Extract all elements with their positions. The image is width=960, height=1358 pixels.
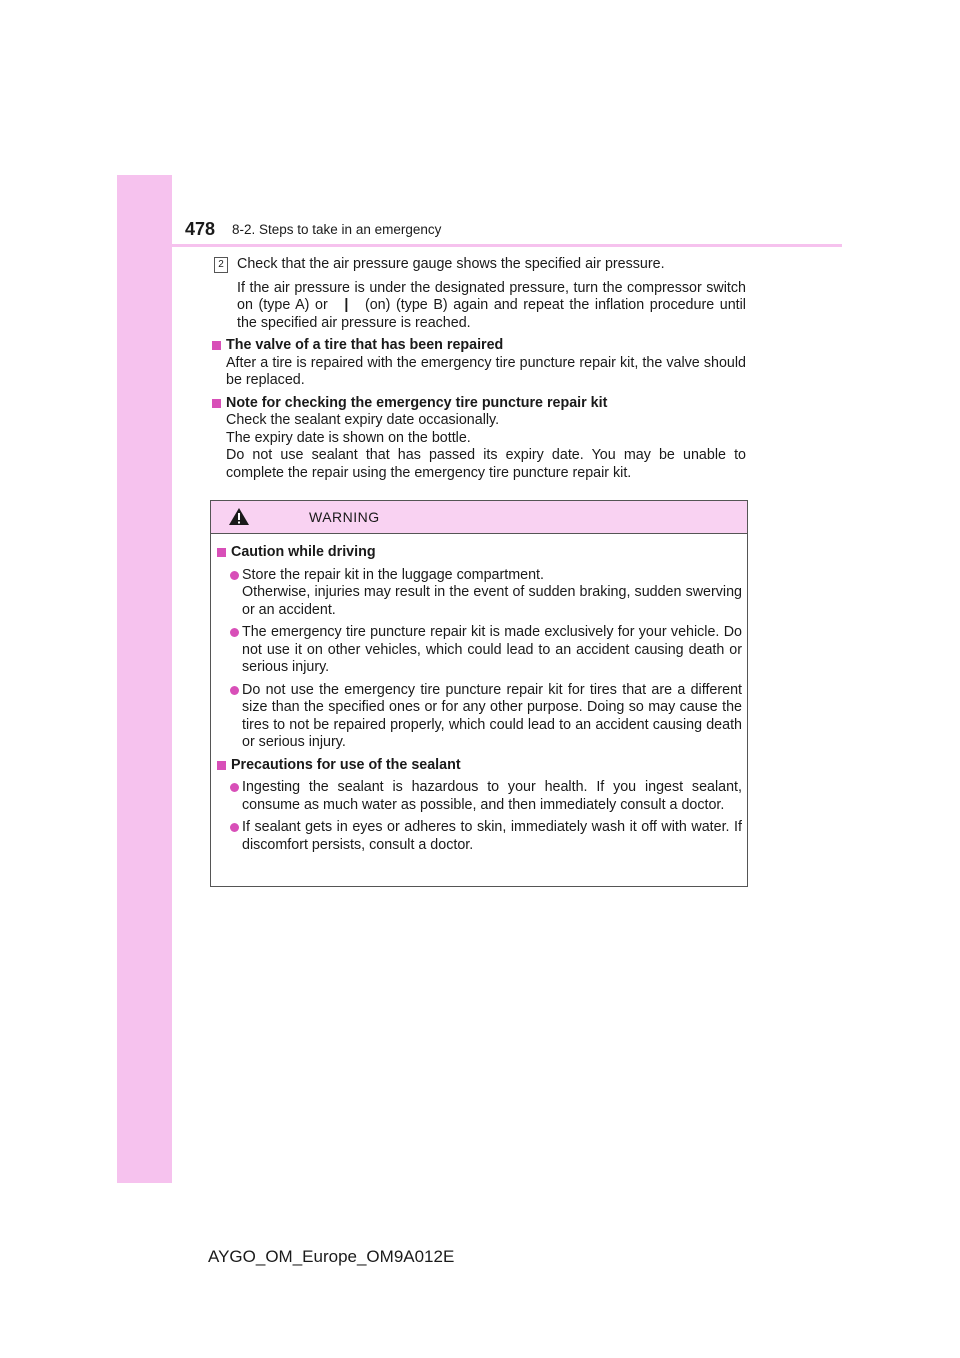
round-bullet-icon <box>230 686 239 695</box>
note-text-valve: After a tire is repaired with the emergency tire puncture repair kit, the valve should be replaced. <box>226 354 746 388</box>
warning-heading-driving <box>216 544 742 562</box>
square-bullet-icon <box>217 761 226 770</box>
warning-bullet <box>216 779 742 814</box>
warning-title: WARNING <box>309 509 380 525</box>
page-number: 478 <box>185 219 216 239</box>
warning-body <box>211 534 747 854</box>
step-2-instruction: Check that the air pressure gauge shows the specified air pressure. <box>237 256 665 272</box>
round-bullet-icon <box>230 823 239 832</box>
side-tab-band <box>117 175 172 1183</box>
on-symbol-icon: | <box>344 297 349 313</box>
note-text-kit-line1: Check the sealant expiry date occasionally. <box>226 412 500 428</box>
warning-heading-sealant <box>216 757 742 775</box>
main-content <box>211 256 746 482</box>
note-heading-kit-check <box>211 395 746 413</box>
bullet-text: Do not use the emergency tire puncture repair kit for tires that are a different size than the specified ones or for any other purpose. Doing so may cause the tires to not be repaired properly, which could lead to an accident causing death or serious injury. <box>242 681 742 750</box>
step-2 <box>211 256 746 332</box>
bullet-text: Ingesting the sealant is hazardous to your health. If you ingest sealant, consume as much water as possible, and then immediately consult a doctor. <box>242 779 742 813</box>
warning-heading-text: Caution while driving <box>231 544 376 560</box>
square-bullet-icon <box>212 341 221 350</box>
footer-doc-code: AYGO_OM_Europe_OM9A012E <box>208 1247 455 1266</box>
warning-box <box>210 500 748 887</box>
step-number-badge: 2 <box>214 257 228 273</box>
round-bullet-icon <box>230 628 239 637</box>
warning-heading-text: Precautions for use of the sealant <box>231 756 461 773</box>
square-bullet-icon <box>212 399 221 408</box>
note-heading-text: The valve of a tire that has been repaired <box>226 337 504 353</box>
warning-bullet <box>216 819 742 854</box>
step-2-detail <box>237 280 746 333</box>
note-text-kit-line2: The expiry date is shown on the bottle. <box>226 429 471 446</box>
note-heading-valve <box>211 337 746 355</box>
square-bullet-icon <box>217 548 226 557</box>
bullet-text: Otherwise, injuries may result in the event of sudden braking, sudden swerving or an accident. <box>242 584 742 618</box>
note-heading-text: Note for checking the emergency tire puncture repair kit <box>226 394 608 411</box>
round-bullet-icon <box>230 783 239 792</box>
bullet-text: Store the repair kit in the luggage compartment. <box>242 566 544 583</box>
warning-header <box>211 501 747 534</box>
step-2-detail-part2: (on) (type B) again and repeat the inflation procedure until the specified air pressure is reached. <box>237 297 746 331</box>
warning-bullet <box>216 624 742 677</box>
warning-bullet <box>216 567 742 620</box>
step-2-detail-part1: If the air pressure is under the designated pressure, turn the compressor switch on (type A) or <box>237 279 746 313</box>
round-bullet-icon <box>230 571 239 580</box>
section-title: 8-2. Steps to take in an emergency <box>232 222 442 237</box>
note-text-kit-line3: Do not use sealant that has passed its expiry date. You may be unable to complete the repair using the emergency tire puncture repair kit. <box>226 447 746 481</box>
bullet-text: The emergency tire puncture repair kit is made exclusively for your vehicle. Do not use it on other vehicles, which could lead to an accident causing death or serious injury. <box>242 624 742 675</box>
header-rule <box>172 244 842 247</box>
warning-triangle-icon <box>228 507 250 526</box>
bullet-text: If sealant gets in eyes or adheres to skin, immediately wash it off with water. If discomfort persists, consult a doctor. <box>242 819 742 853</box>
warning-bullet <box>216 682 742 752</box>
